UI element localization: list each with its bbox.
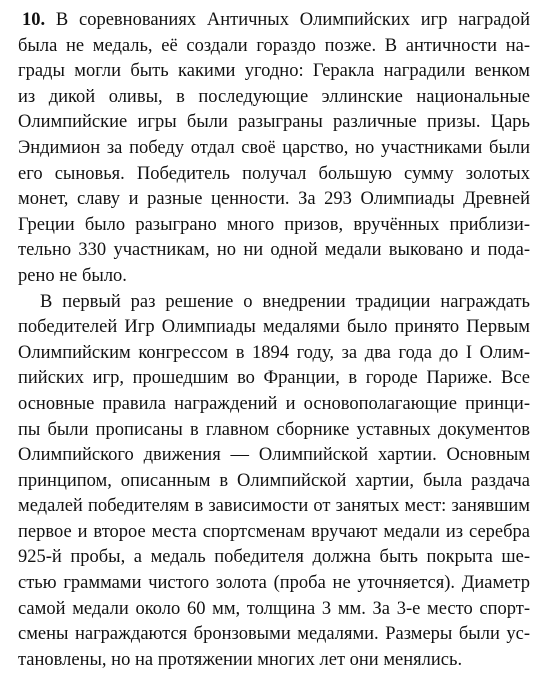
text-line: принципом, описанным в Олимпийской хартии, была раздача bbox=[18, 470, 530, 491]
text-line: Греции было разыграно много призов, вручённых приблизи- bbox=[18, 214, 530, 235]
text-line: основные правила награждений и основополагающие принци- bbox=[18, 393, 530, 414]
paragraph-1 bbox=[18, 8, 530, 290]
text-line: тельно 330 участникам, но ни одной медали выковано и пода- bbox=[18, 240, 530, 261]
text-line: первое и второе места спортсменам вручают медали из серебра bbox=[18, 521, 530, 542]
text-line: 925-й пробы, а медаль победителя должна быть покрыта ше- bbox=[18, 547, 530, 568]
text-line: была не медаль, её создали гораздо позже. В античности на- bbox=[18, 35, 530, 56]
text-line: 10. В соревнованиях Античных Олимпийских игр наградой bbox=[22, 10, 530, 30]
text-line: грады могли быть какими угодно: Геракла наградили венком bbox=[18, 61, 530, 82]
paragraph-2 bbox=[18, 290, 530, 673]
task-number: 10. bbox=[22, 10, 46, 30]
text-line: пийских игр, прошедшим во Франции, в городе Париже. Все bbox=[18, 368, 530, 389]
document-page bbox=[18, 8, 530, 673]
text-line: из дикой оливы, в последующие эллинские национальные bbox=[18, 86, 530, 107]
text-line: самой медали около 60 мм, толщина 3 мм. За 3-е место спорт- bbox=[18, 598, 530, 619]
text-line: Олимпийские игры были разыграны различные призы. Царь bbox=[18, 112, 530, 133]
text-line: тановлены, но на протяжении многих лет они менялись. bbox=[18, 649, 463, 670]
text-line: смены награждаются бронзовыми медалями. Размеры были ус- bbox=[18, 624, 530, 645]
text-line: монет, славу и разные ценности. За 293 Олимпиады Древней bbox=[18, 189, 530, 210]
text-line: медалей победителям в зависимости от занятых мест: занявшим bbox=[18, 496, 530, 517]
text-line: Олимпийским конгрессом в 1894 году, за два года до I Олим- bbox=[18, 342, 530, 363]
text-line: Олимпийского движения — Олимпийской хартии. Основным bbox=[18, 445, 530, 466]
text-line: стью граммами чистого золота (проба не уточняется). Диаметр bbox=[18, 573, 530, 594]
text-line: пы были прописаны в главном сборнике уставных документов bbox=[18, 419, 530, 440]
text-line: Эндимион за победу отдал своё царство, но участниками были bbox=[18, 137, 530, 158]
text-line: рено не было. bbox=[18, 265, 127, 286]
text-line: В первый раз решение о внедрении традиции награждать bbox=[40, 291, 530, 312]
text-line: победителей Игр Олимпиады медалями было принято Первым bbox=[18, 317, 530, 338]
text-line: его сыновья. Победитель получал большую сумму золотых bbox=[18, 163, 530, 184]
